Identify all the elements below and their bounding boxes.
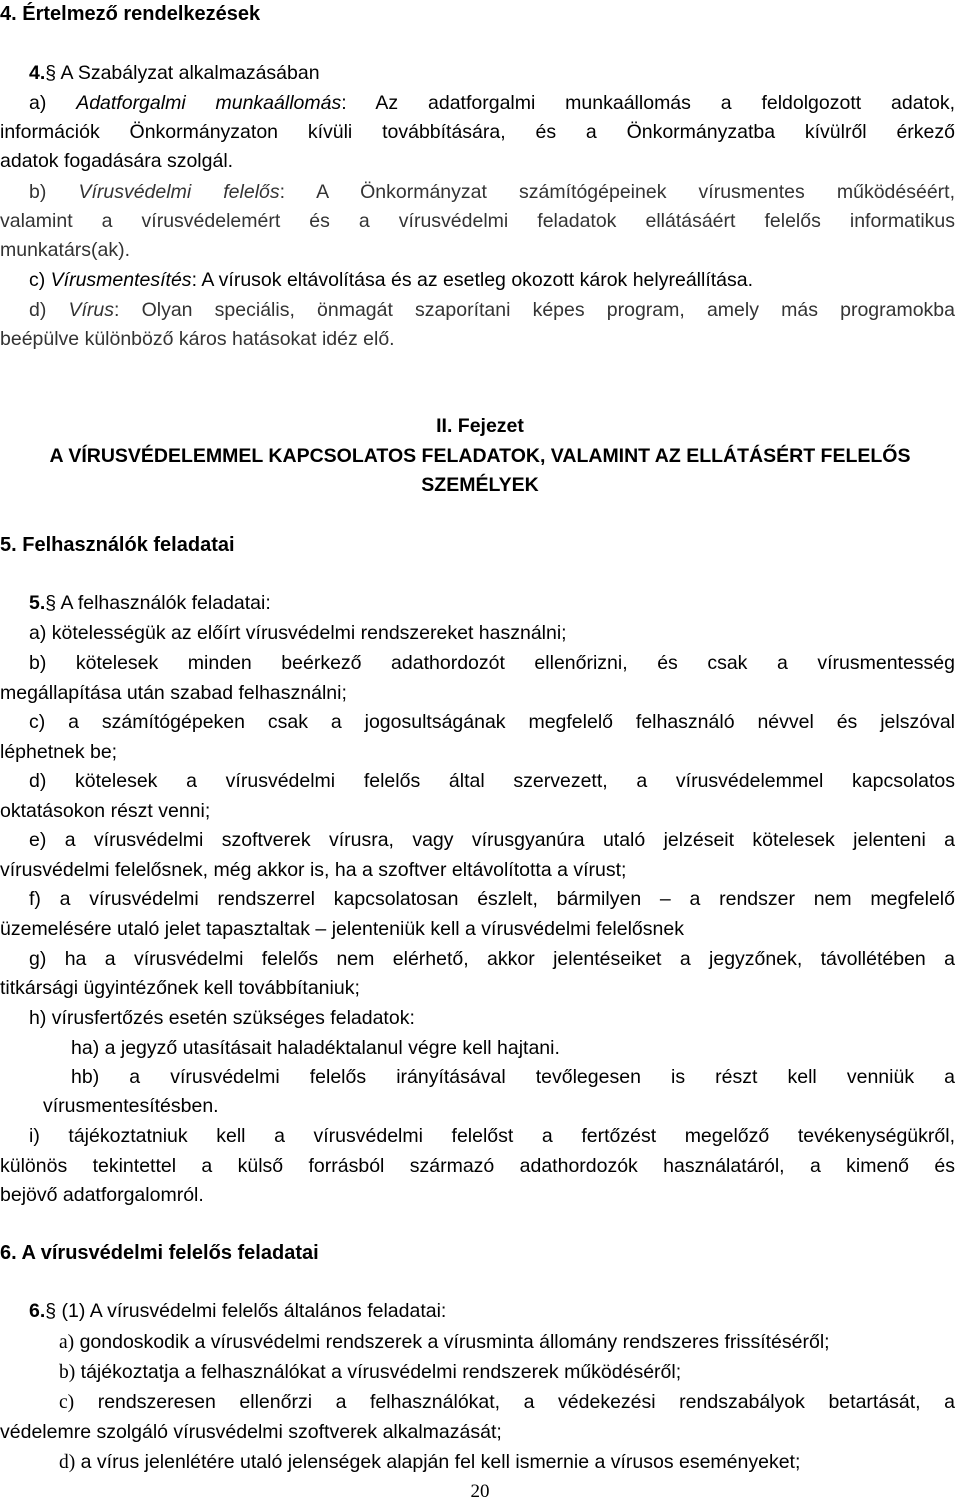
definition-b-line3: munkatárs(ak). — [0, 239, 131, 261]
task-g-line1: g) ha a vírusvédelmi felelős nem elérhető, akkor jelentéseiket a jegyzőnek, távollétében a — [29, 948, 955, 970]
section-4-heading: 4. Értelmező rendelkezések — [0, 3, 261, 25]
definition-a-line1: a) Adatforgalmi munkaállomás: Az adatforgalmi munkaállomás a feldolgozott adatok, — [29, 92, 955, 114]
paragraph-lead-text: A felhasználók feladatai: — [60, 592, 271, 614]
chapter-number: II. Fejezet — [436, 415, 524, 437]
task-d-line2: oktatásokon részt venni; — [0, 800, 211, 822]
duty-d: d) a vírus jelenlétére utaló jelenségek alapján fel kell ismernie a vírusos eseményeket; — [59, 1451, 801, 1473]
task-c-line2: léphetnek be; — [0, 741, 118, 763]
paragraph-number: 4. — [29, 62, 46, 84]
paragraph-number: 5. — [29, 592, 46, 614]
paragraph-number: 6. — [29, 1300, 46, 1322]
task-f-line1: f) a vírusvédelmi rendszerrel kapcsolatosan észlelt, bármilyen – a rendszer nem megfelelő — [29, 888, 955, 910]
definition-d-line2: beépülve különböző káros hatásokat idéz elő. — [0, 328, 395, 350]
section-5-heading: 5. Felhasználók feladatai — [0, 534, 235, 556]
task-i-line2: különös tekintettel a külső forrásból származó adathordozók használatáról, a kimenő és — [0, 1155, 955, 1177]
task-g-line2: titkársági ügyintézőnek kell továbbítaniuk; — [0, 977, 360, 999]
section-6-paragraph-lead — [29, 1300, 446, 1323]
task-d-line1: d) kötelesek a vírusvédelmi felelős által szervezett, a vírusvédelemmel kapcsolatos — [29, 770, 955, 792]
task-i-line1: i) tájékoztatniuk kell a vírusvédelmi felelőst a fertőzést megelőző tevékenységükről, — [29, 1125, 955, 1147]
definition-d-line1: d) Vírus: Olyan speciális, önmagát szaporítani képes program, amely más programokba — [29, 299, 955, 321]
task-e-line1: e) a vírusvédelmi szoftverek vírusra, vagy vírusgyanúra utaló jelzéseit kötelesek jelenteni a — [29, 829, 955, 851]
task-b-line2: megállapítása után szabad felhasználni; — [0, 682, 347, 704]
paragraph-lead-text: (1) A vírusvédelmi felelős általános feladatai: — [61, 1300, 447, 1322]
definition-a-line2: információk Önkormányzaton kívüli továbbítására, és a Önkormányzatba kívülről érkező — [0, 121, 955, 143]
task-h: h) vírusfertőzés esetén szükséges feladatok: — [29, 1007, 415, 1029]
task-b-line1: b) kötelesek minden beérkező adathordozót ellenőrizni, és csak a vírusmentesség — [29, 652, 955, 674]
chapter-title-line2: SZEMÉLYEK — [421, 474, 539, 496]
chapter-title-line1: A VÍRUSVÉDELEMMEL KAPCSOLATOS FELADATOK, VALAMINT AZ ELLÁTÁSÉRT FELELŐS — [49, 445, 911, 467]
section-6-heading: 6. A vírusvédelmi felelős feladatai — [0, 1242, 319, 1264]
task-ha: ha) a jegyző utasításait haladéktalanul végre kell hajtani. — [71, 1037, 560, 1059]
definition-a-line3: adatok fogadására szolgál. — [0, 150, 234, 172]
paragraph-lead-text: A Szabályzat alkalmazásában — [60, 62, 320, 84]
duty-c-line2: védelemre szolgáló vírusvédelmi szoftverek alkalmazását; — [0, 1421, 502, 1443]
section-5-paragraph-lead — [29, 592, 271, 615]
duty-b: b) tájékoztatja a felhasználókat a vírusvédelmi rendszerek működéséről; — [59, 1361, 682, 1383]
task-i-line3: bejövő adatforgalomról. — [0, 1184, 204, 1206]
task-a: a) kötelességük az előírt vírusvédelmi rendszereket használni; — [29, 622, 567, 644]
page-number: 20 — [470, 1481, 490, 1502]
definition-b-line2: valamint a vírusvédelemért és a vírusvédelmi feladatok ellátásáért felelős informatikus — [0, 210, 955, 232]
definition-c: c) Vírusmentesítés: A vírusok eltávolítása és az esetleg okozott károk helyreállítása. — [29, 269, 754, 291]
task-hb-line2: vírusmentesítésben. — [43, 1095, 219, 1117]
duty-c-line1: c) rendszeresen ellenőrzi a felhasználókat, a védekezési rendszabályok betartását, a — [59, 1391, 955, 1413]
task-f-line2: üzemelésére utaló jelet tapasztaltak – jelenteniük kell a vírusvédelmi felelősnek — [0, 918, 684, 940]
section-sign-icon: § — [45, 1300, 57, 1322]
task-hb-line1: hb) a vírusvédelmi felelős irányításával tevőlegesen is részt kell venniük a — [71, 1066, 955, 1088]
task-e-line2: vírusvédelmi felelősnek, még akkor is, ha a szoftver eltávolította a vírust; — [0, 859, 627, 881]
definition-b-line1: b) Vírusvédelmi felelős: A Önkormányzat számítógépeinek vírusmentes működéséért, — [29, 181, 955, 203]
task-c-line1: c) a számítógépeken csak a jogosultságának megfelelő felhasználó névvel és jelszóval — [29, 711, 955, 733]
section-sign-icon: § — [45, 62, 57, 84]
duty-a: a) gondoskodik a vírusvédelmi rendszerek a vírusminta állomány rendszeres frissítéséről; — [59, 1331, 830, 1353]
section-sign-icon: § — [45, 592, 57, 614]
section-4-paragraph-lead — [29, 62, 320, 85]
